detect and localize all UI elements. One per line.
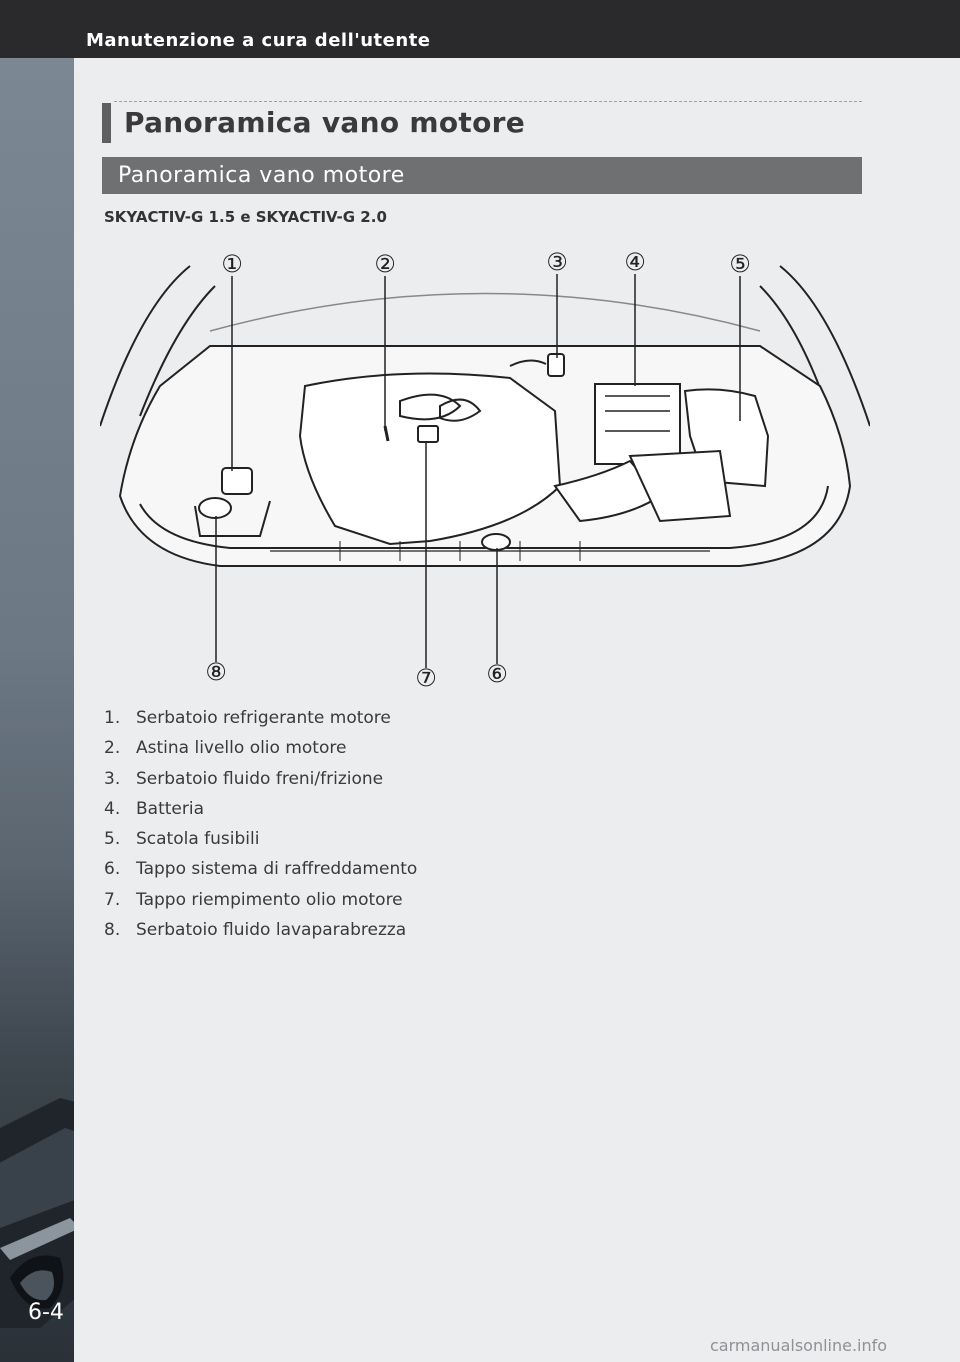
side-photo-strip — [0, 58, 74, 1362]
item-label: Scatola fusibili — [136, 829, 260, 850]
engine-bay-diagram — [100, 236, 870, 696]
item-number: 5. — [104, 829, 121, 850]
callout-5: ⑤ — [729, 250, 751, 278]
callout-2: ② — [374, 250, 396, 278]
list-item — [104, 738, 417, 768]
callout-7: ⑦ — [415, 664, 437, 692]
item-label: Serbatoio fluido freni/frizione — [136, 768, 384, 789]
car-photo-icon — [0, 1078, 74, 1338]
list-item — [104, 920, 417, 950]
item-label: Astina livello olio motore — [136, 738, 347, 759]
watermark-link[interactable]: carmanualsonline.info — [710, 1336, 888, 1355]
callout-8: ⑧ — [205, 658, 227, 686]
item-label: Batteria — [136, 798, 204, 819]
list-item — [104, 859, 417, 889]
list-item — [104, 829, 417, 859]
engine-variant-label: SKYACTIV-G 1.5 e SKYACTIV-G 2.0 — [104, 208, 387, 226]
callout-6: ⑥ — [486, 660, 508, 688]
item-number: 8. — [104, 920, 121, 941]
heading-accent-bar — [102, 103, 111, 143]
list-item — [104, 769, 417, 799]
callout-1: ① — [221, 250, 243, 278]
parts-list — [104, 708, 417, 950]
item-label: Tappo sistema di raffreddamento — [136, 859, 418, 880]
list-item — [104, 708, 417, 738]
page-number: 6-4 — [28, 1300, 64, 1325]
callout-4: ④ — [624, 248, 646, 276]
item-number: 6. — [104, 859, 121, 880]
list-item — [104, 799, 417, 829]
item-number: 1. — [104, 708, 121, 728]
item-label: Serbatoio fluido lavaparabrezza — [136, 920, 407, 941]
subsection-title: Panoramica vano motore — [118, 163, 405, 188]
item-number: 7. — [104, 889, 121, 910]
item-number: 4. — [104, 798, 121, 819]
list-item — [104, 890, 417, 920]
chapter-title: Manutenzione a cura dell'utente — [86, 30, 431, 51]
item-number: 3. — [104, 768, 121, 789]
item-number: 2. — [104, 738, 121, 759]
heading-divider — [114, 101, 862, 102]
item-label: Serbatoio refrigerante motore — [136, 708, 391, 728]
section-title: Panoramica vano motore — [124, 106, 526, 139]
item-label: Tappo riempimento olio motore — [136, 889, 403, 910]
callout-3: ③ — [546, 248, 568, 276]
